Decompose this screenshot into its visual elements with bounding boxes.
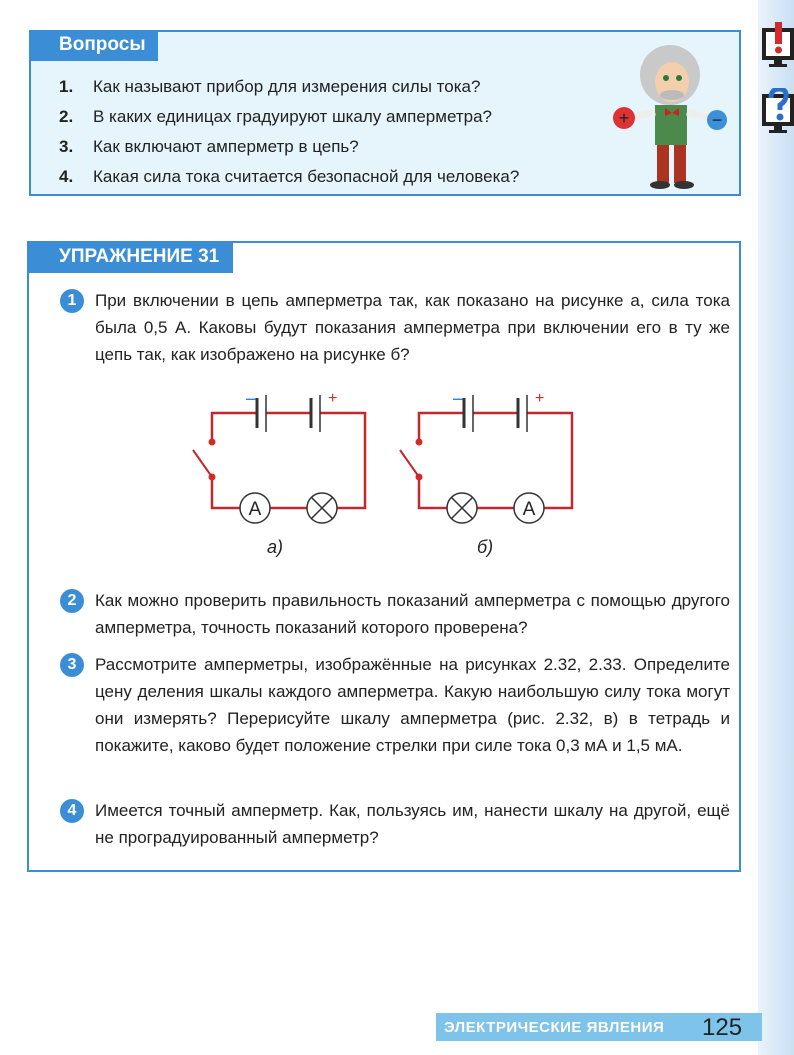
minus-label: − — [452, 389, 464, 411]
svg-text:+: + — [618, 108, 630, 128]
questions-list — [59, 72, 519, 192]
plus-label: + — [328, 390, 338, 407]
exclamation-monitor-icon — [762, 22, 794, 72]
circuit-diagrams — [180, 380, 580, 540]
professor-illustration — [610, 40, 730, 190]
item-number-badge: 3 — [60, 653, 84, 677]
list-item: 3. Как включают амперметр в цепь? — [59, 137, 359, 156]
figure-a-caption: а) — [267, 537, 284, 557]
item-text: При включении в цепь амперметра так, как показано на рисунке а, сила тока была 0,5 А. Каковы будут показания амперметра при включении его в ту же цепь так, как изображено на рисунке б? — [95, 291, 730, 364]
svg-text:−: − — [711, 110, 723, 130]
item-number-badge: 2 — [60, 589, 84, 613]
minus-label: − — [245, 389, 257, 411]
item-text: Как можно проверить правильность показаний амперметра с помощью другого амперметра, точность показаний которого проверена? — [95, 591, 730, 637]
circuit-b — [400, 395, 572, 523]
list-item: 4. Какая сила тока считается безопасной для человека? — [59, 167, 520, 186]
item-number-badge: 1 — [60, 289, 84, 313]
exercise-item-4 — [60, 797, 730, 851]
ammeter-label: A — [522, 499, 536, 520]
plus-label: + — [535, 390, 545, 407]
questions-title: Вопросы — [29, 30, 158, 61]
list-item: 2. В каких единицах градуируют шкалу амперметра? — [59, 107, 492, 126]
ammeter-label: A — [248, 499, 262, 520]
exercise-item-1 — [60, 287, 730, 368]
question-monitor-icon — [762, 88, 794, 138]
item-number-badge: 4 — [60, 799, 84, 823]
section-title: ЭЛЕКТРИЧЕСКИЕ ЯВЛЕНИЯ — [444, 1019, 665, 1036]
page-footer — [436, 1013, 762, 1041]
page-number: 125 — [702, 1014, 743, 1041]
figure-b-caption: б) — [477, 537, 494, 557]
page-edge-strip — [758, 0, 794, 1055]
exercise-title: УПРАЖНЕНИЕ 31 — [27, 241, 233, 273]
circuit-a — [193, 395, 365, 523]
item-text: Рассмотрите амперметры, изображённые на рисунках 2.32, 2.33. Определите цену деления шкалы каждого амперметра. Какую наибольшую силу тока могут они измерять? Перерисуйте шкалу амперметра (рис. 2.32, в) в тетрадь и покажите, каково будет положение стрелки при силе тока 0,3 мА и 1,5 мА. — [95, 655, 730, 755]
list-item: 1. Как называют прибор для измерения силы тока? — [59, 77, 481, 96]
exercise-item-3 — [60, 651, 730, 759]
item-text: Имеется точный амперметр. Как, пользуясь им, нанести шкалу на другой, ещё не проградуированный амперметр? — [95, 801, 730, 847]
exercise-item-2 — [60, 587, 730, 641]
